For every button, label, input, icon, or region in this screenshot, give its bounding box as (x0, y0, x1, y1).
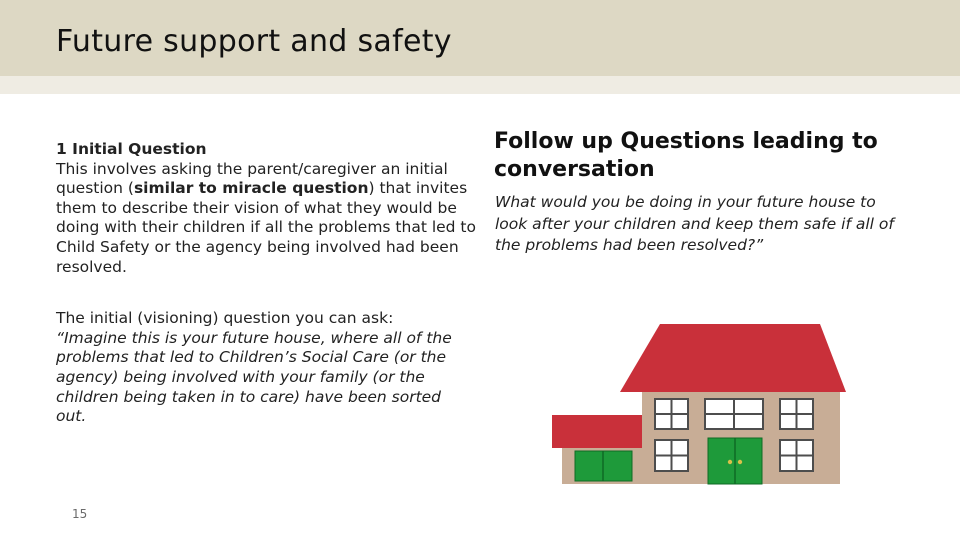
follow-up-question: What would you be doing in your future house to look after your children and keep them safe if all of the problems had been resolved?” (495, 193, 894, 255)
left-column (56, 140, 476, 427)
initial-question-block (56, 140, 476, 277)
intro-text-before: This involves asking the parent/caregiver an initial question ( (56, 159, 448, 198)
house-icon (540, 300, 850, 510)
garage-roof (552, 415, 642, 448)
follow-up-heading: Follow up Questions leading to conversation (494, 129, 878, 182)
visioning-quote: “Imagine this is your future house, where all of the problems that led to Children’s Social Care (or the agency) being involved with your family (or the children being taken in to care) have been sorted out. (56, 328, 452, 426)
intro-text-after: ) that invites them to describe their vision of what they would be doing with their children if all the problems that led to Child Safety or the agency being involved had been resolved. (56, 179, 476, 276)
intro-text-bold: similar to miracle question (133, 179, 369, 198)
house-roof (620, 324, 846, 392)
door-knob-left (728, 460, 732, 464)
visioning-question-block (56, 309, 476, 427)
slide-title: Future support and safety (56, 24, 452, 59)
house-illustration (540, 300, 850, 510)
header-strip (0, 76, 960, 94)
initial-question-heading: 1 Initial Question (56, 140, 207, 158)
chimney (662, 324, 684, 346)
page-number: 15 (72, 507, 88, 521)
ask-line: The initial (visioning) question you can ask: (56, 309, 394, 328)
door-knob-right (738, 460, 742, 464)
